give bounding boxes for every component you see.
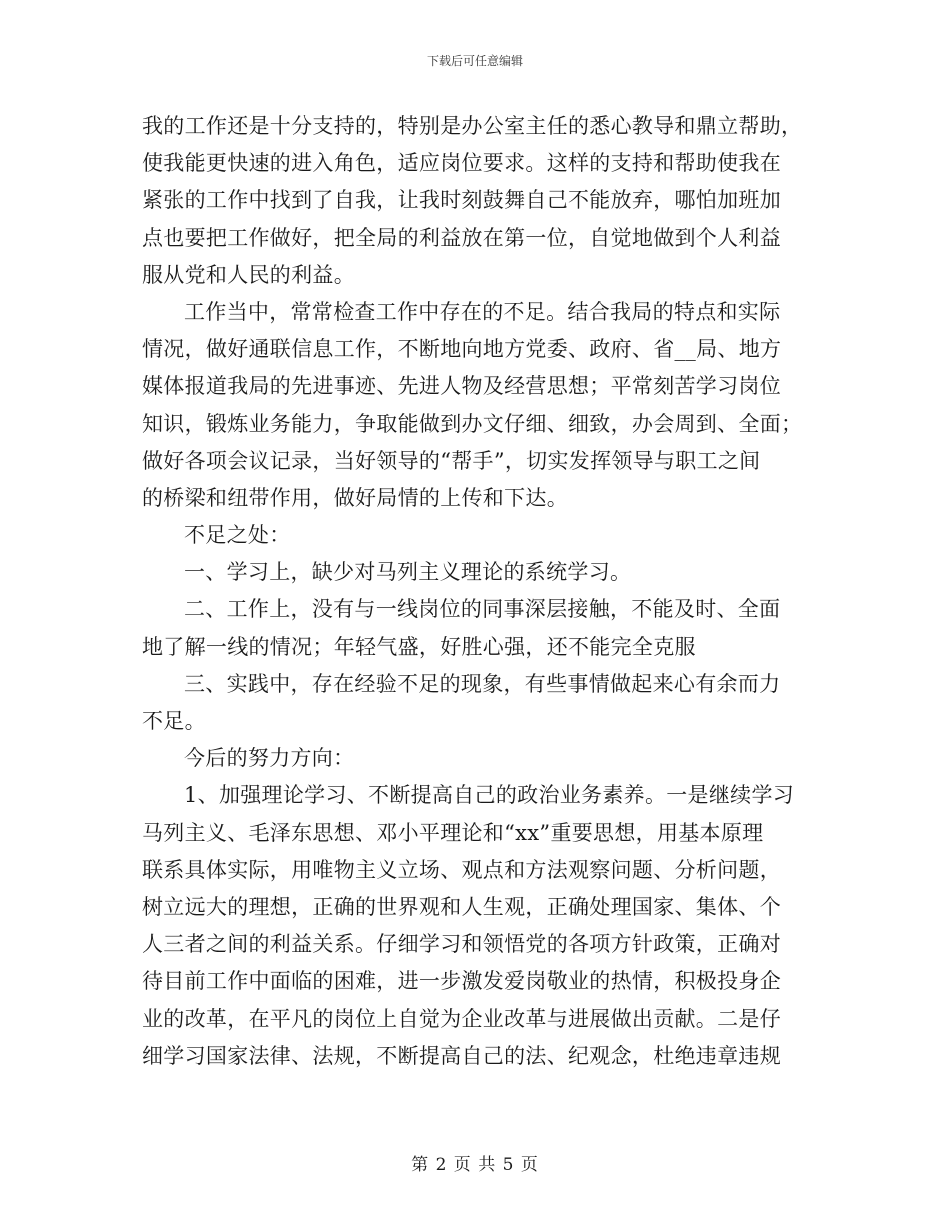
body-line: 不足。 [142,709,206,733]
body-line: 情况，做好通联信息工作，不断地向地方党委、政府、省__局、地方 [142,337,782,362]
body-line: 媒体报道我局的先进事迹、先进人物及经营思想；平常刻苦学习岗位 [142,374,781,399]
list-item-1: 一、学习上，缺少对马列主义理论的系统学习。 [184,560,632,585]
body-line: 做好各项会议记录，当好领导的“帮手”，切实发挥领导与职工之间 [142,448,761,473]
body-line: 业的改革，在平凡的岗位上自觉为企业改革与进展做出贡献。二是仔 [142,1006,781,1031]
page-header: 下载后可任意编辑 [426,54,523,68]
body-line: 我的工作还是十分支持的，特别是办公室主任的悉心教导和鼎立帮助， [142,114,803,138]
body-line: 的桥梁和纽带作用，做好局情的上传和下达。 [142,485,568,510]
section-heading-shortcomings: 不足之处： [184,523,291,548]
document-body [142,108,822,1075]
paragraph-start-line: 工作当中，常常检查工作中存在的不足。结合我局的特点和实际 [184,299,781,324]
list-item-2: 二、工作上，没有与一线岗位的同事深层接触，不能及时、全面 [184,597,781,622]
body-line: 马列主义、毛泽东思想、邓小平理论和“xx”重要思想，用基本原理 [142,820,764,845]
body-line: 使我能更快速的进入角色，适应岗位要求。这样的支持和帮助使我在 [142,151,781,176]
numbered-item-1: 1、加强理论学习、不断提高自己的政治业务素养。一是继续学习 [184,783,795,808]
body-line: 知识，锻炼业务能力，争取能做到办文仔细、细致，办会周到、全面； [142,411,803,436]
section-heading-direction: 今后的努力方向： [184,746,355,771]
list-item-3: 三、实践中，存在经验不足的现象，有些事情做起来心有余而力 [184,671,781,696]
body-line: 待目前工作中面临的困难，进一步激发爱岗敬业的热情，积极投身企 [142,969,781,994]
body-line: 联系具体实际，用唯物主义立场、观点和方法观察问题、分析问题， [142,857,781,882]
body-line: 点也要把工作做好，把全局的利益放在第一位，自觉地做到个人利益 [142,225,781,250]
body-line: 地了解一线的情况；年轻气盛，好胜心强，还不能完全克服 [142,634,696,659]
body-line: 服从党和人民的利益。 [142,262,355,287]
body-line: 树立远大的理想，正确的世界观和人生观，正确处理国家、集体、个 [142,894,781,919]
body-line: 紧张的工作中找到了自我，让我时刻鼓舞自己不能放弃，哪怕加班加 [142,188,781,213]
body-line: 细学习国家法律、法规，不断提高自己的法、纪观念，杜绝违章违规 [142,1043,781,1068]
body-line: 人三者之间的利益关系。仔细学习和领悟党的各项方针政策，正确对 [142,932,781,957]
page-number-footer: 第 2 页 共 5 页 [411,1155,539,1175]
